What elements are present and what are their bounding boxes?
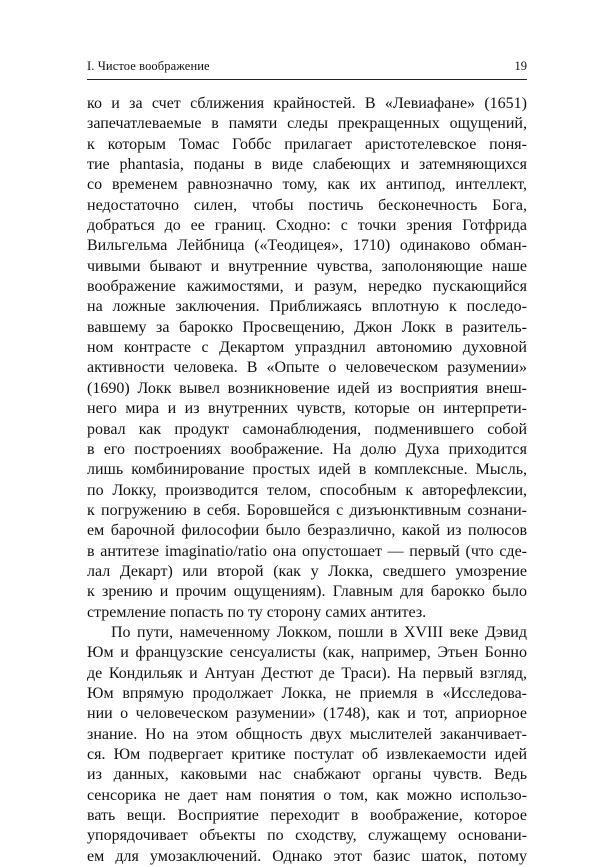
text-line: вать вещи. Восприятие переходит в воображение, которое [87, 807, 527, 825]
text-line: в его построениях воображение. На долю Духа приходится [87, 440, 527, 458]
text-line: По пути, намеченному Локком, пошли в XVIII веке Дэвид [111, 623, 527, 641]
text-line: упорядочивает объекты по сходству, служащему основани- [87, 827, 527, 845]
text-line: Юм впрямую продолжает Локка, не приемля в «Исследова- [87, 684, 527, 702]
text-line: со временем равнозначно тому, как их антипод, интеллект, [87, 176, 527, 194]
text-line: лишь комбинирование простых идей в комплексные. Мысль, [87, 461, 527, 479]
section-title: I. Чистое воображение [87, 59, 210, 73]
text-line: ем для умозаключений. Однако этот базис шаток, потому [87, 847, 527, 865]
text-line: него мира и из внутренних чувств, которые он интерпрети- [87, 400, 527, 418]
text-line: лал Декарт) или второй (как у Локка, сведшего умозрение [87, 562, 527, 580]
text-line: ем барочной философии было безразлично, какой из полюсов [87, 522, 527, 540]
text-line: к погружению в себя. Боровшейся с дизъюнктивным сознани- [87, 501, 527, 519]
page-number: 19 [514, 59, 527, 73]
text-line: из данных, каковыми нас снабжают органы чувств. Ведь [87, 766, 527, 784]
text-line: к которым Томас Гоббс прилагает аристотелевское поня- [87, 135, 527, 153]
text-line: тие phantasia, поданы в виде слабеющих и затемняющихся [87, 156, 527, 174]
text-line: ровал как продукт самонаблюдения, подменившего собой [87, 420, 527, 438]
text-line: добраться до ее границ. Сходно: с точки зрения Готфрида [87, 217, 527, 235]
text-line: сенсорика не дает нам понятия о том, как можно использо- [87, 786, 527, 804]
body-text [87, 94, 527, 867]
text-line: чивыми бывают и внутренние чувства, заполоняющие наше [87, 257, 527, 275]
text-line: на ложные заключения. Приближаясь вплотную к последо- [87, 298, 527, 316]
text-line: по Локку, производится телом, способным к авторефлексии, [87, 481, 527, 499]
text-line: Вильгельма Лейбница («Теодицея», 1710) одинаково обман- [87, 237, 527, 255]
text-line: вавшему за барокко Просвещению, Джон Локк в разитель- [87, 318, 527, 336]
text-line: активности человека. В «Опыте о человеческом разумении» [87, 359, 527, 377]
text-line: к зрению и прочим ощущениям). Главным для барокко было [87, 583, 527, 601]
text-line: ном контрасте с Декартом упразднил автономию духовной [87, 339, 527, 357]
text-line: стремление попасть по ту сторону самих антитез. [87, 603, 427, 621]
text-line: в антитезе imaginatio/ratio она опустошает — первый (что сде- [87, 542, 527, 560]
text-line: (1690) Локк вывел возникновение идей из восприятия внеш- [87, 379, 527, 397]
text-line: ся. Юм подвергает критике постулат об извлекаемости идей [87, 746, 527, 763]
text-line: ко и за счет сближения крайностей. В «Левиафане» (1651) [87, 95, 527, 112]
text-line: де Кондильяк и Антуан Дестют де Траси). На первый взгляд, [87, 664, 527, 682]
text-line: недостаточно силен, чтобы постичь бесконечность Бога, [87, 196, 527, 214]
text-line: воображение кажимостями, и разум, нередко пускающийся [87, 278, 527, 296]
header-rule [87, 79, 527, 80]
text-line: запечатлеваемые в памяти следы прекращенных ощущений, [87, 115, 527, 133]
running-head [87, 58, 527, 80]
text-line: нии о человеческом разумении» (1748), как и тот, априорное [87, 705, 527, 723]
text-line: Юм и французские сенсуалисты (как, например, Этьен Бонно [87, 644, 527, 662]
text-line: знание. Но на этом общность двух мыслителей заканчивает- [87, 725, 527, 743]
